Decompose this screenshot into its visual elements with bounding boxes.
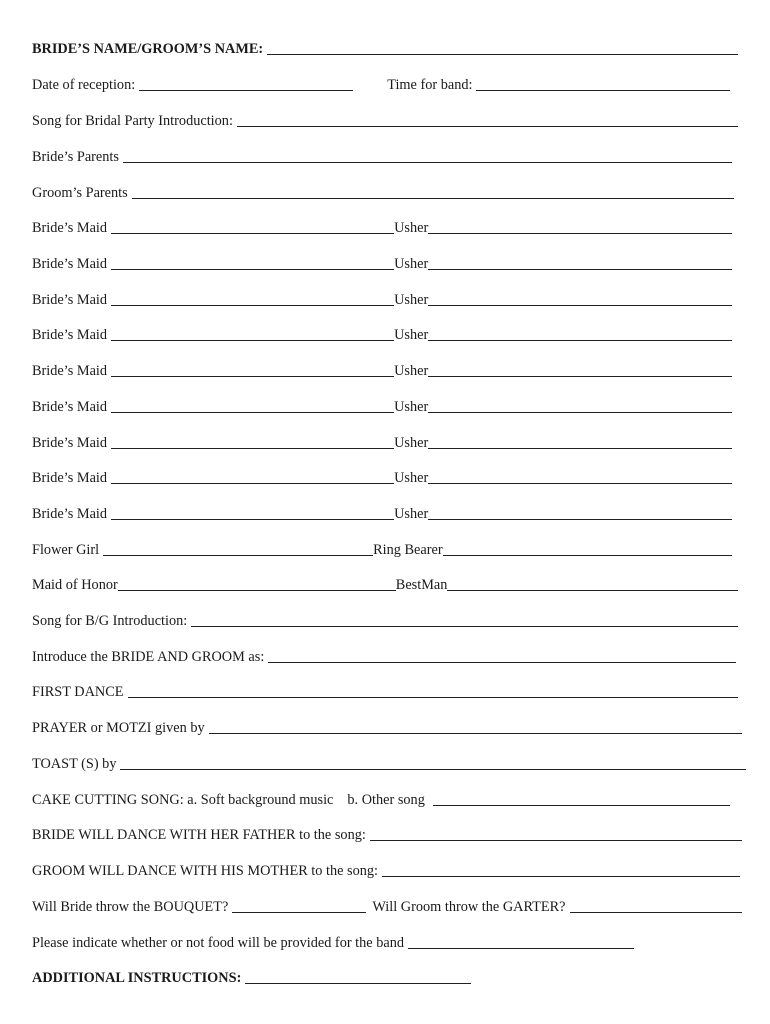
attendant-row [32, 251, 738, 273]
attendant-row [32, 322, 738, 344]
bridesmaid-label: Bride’s Maid [32, 327, 108, 344]
toast-field[interactable] [120, 769, 746, 770]
bridesmaid-label: Bride’s Maid [32, 398, 108, 415]
brides-parents-label: Bride’s Parents [32, 149, 119, 165]
attendant-row [32, 215, 738, 237]
prayer-row [32, 715, 738, 737]
bridesmaid-field[interactable] [111, 340, 394, 341]
groom-mother-label: GROOM WILL DANCE WITH HIS MOTHER to the song: [32, 863, 379, 879]
bridal-party-song-row [32, 108, 738, 130]
usher-label: Usher [394, 398, 429, 415]
band-time-label: Time for band: [387, 77, 473, 93]
attendant-row [32, 358, 738, 380]
bride-father-label: BRIDE WILL DANCE WITH HER FATHER to the song: [32, 827, 366, 843]
bouquet-label: Will Bride throw the BOUQUET? [32, 899, 229, 915]
attendant-row [32, 394, 738, 416]
attendant-row [32, 501, 738, 523]
flower-girl-row [32, 537, 738, 559]
bridesmaid-label: Bride’s Maid [32, 363, 108, 379]
cake-other-label: b. Other song [347, 792, 425, 808]
usher-field[interactable] [428, 233, 732, 234]
first-dance-row [32, 679, 738, 701]
bride-father-row [32, 822, 738, 844]
reception-date-field[interactable] [139, 90, 353, 91]
flower-girl-label: Flower Girl [32, 542, 100, 558]
toast-row [32, 751, 738, 773]
bridesmaid-field[interactable] [111, 448, 394, 449]
bridesmaid-field[interactable] [111, 376, 394, 377]
brides-parents-field[interactable] [123, 162, 732, 163]
bridesmaid-field[interactable] [111, 412, 394, 413]
food-field[interactable] [408, 948, 634, 949]
usher-label: Usher [394, 220, 429, 236]
usher-field[interactable] [428, 340, 732, 341]
bridal-party-song-field[interactable] [237, 126, 738, 127]
attendant-row [32, 430, 738, 452]
best-man-label: BestMan [395, 577, 448, 593]
usher-label: Usher [394, 291, 429, 308]
bridesmaid-label: Bride’s Maid [32, 255, 108, 272]
cake-label: CAKE CUTTING SONG: a. Soft background music [32, 792, 334, 808]
usher-field[interactable] [428, 519, 732, 520]
band-time-field[interactable] [476, 90, 730, 91]
bridal-party-song-label: Song for Bridal Party Introduction: [32, 113, 233, 129]
names-field[interactable] [267, 54, 738, 55]
bridesmaid-label: Bride’s Maid [32, 220, 108, 236]
usher-field[interactable] [428, 269, 732, 270]
introduce-field[interactable] [268, 662, 736, 663]
food-label: Please indicate whether or not food will be provided for the band [32, 935, 405, 951]
groom-mother-field[interactable] [382, 876, 740, 877]
usher-field[interactable] [428, 376, 732, 377]
reception-date-label: Date of reception: [32, 77, 136, 93]
bridesmaid-label: Bride’s Maid [32, 470, 108, 487]
bouquet-field[interactable] [232, 912, 366, 913]
bridesmaid-label: Bride’s Maid [32, 434, 108, 451]
maid-of-honor-field[interactable] [118, 590, 396, 591]
prayer-field[interactable] [209, 733, 742, 734]
ring-bearer-field[interactable] [443, 555, 732, 556]
usher-label: Usher [394, 506, 429, 522]
brides-parents-row [32, 144, 738, 166]
garter-field[interactable] [570, 912, 742, 913]
names-label: BRIDE’S NAME/GROOM’S NAME: [32, 41, 264, 57]
ring-bearer-label: Ring Bearer [373, 542, 443, 558]
food-row [32, 930, 738, 952]
bridesmaid-field[interactable] [111, 269, 394, 270]
additional-label: ADDITIONAL INSTRUCTIONS: [32, 970, 242, 986]
introduce-label: Introduce the BRIDE AND GROOM as: [32, 649, 265, 665]
names-row [32, 36, 738, 58]
bridesmaid-field[interactable] [111, 305, 394, 306]
cake-other-field[interactable] [433, 805, 730, 806]
usher-label: Usher [394, 255, 429, 272]
additional-row [32, 965, 738, 987]
first-dance-label: FIRST DANCE [32, 684, 124, 700]
garter-label: Will Groom throw the GARTER? [372, 899, 566, 915]
bridesmaid-label: Bride’s Maid [32, 506, 108, 522]
attendant-row [32, 465, 738, 487]
prayer-label: PRAYER or MOTZI given by [32, 720, 205, 736]
additional-field[interactable] [245, 983, 471, 984]
usher-field[interactable] [428, 448, 732, 449]
groom-mother-row [32, 858, 738, 880]
grooms-parents-row [32, 180, 738, 202]
usher-field[interactable] [428, 412, 732, 413]
toast-label: TOAST (S) by [32, 756, 117, 772]
introduce-row [32, 644, 738, 666]
bridesmaid-label: Bride’s Maid [32, 291, 108, 308]
usher-label: Usher [394, 434, 429, 451]
usher-label: Usher [394, 327, 429, 344]
throws-row [32, 894, 738, 916]
bg-song-label: Song for B/G Introduction: [32, 613, 188, 629]
attendant-row [32, 287, 738, 309]
bride-father-field[interactable] [370, 840, 742, 841]
cake-row [32, 787, 738, 809]
maid-of-honor-label: Maid of Honor [32, 577, 118, 593]
usher-label: Usher [394, 363, 429, 379]
best-man-field[interactable] [447, 590, 738, 591]
usher-field[interactable] [428, 305, 732, 306]
bridesmaid-field[interactable] [111, 233, 394, 234]
maid-of-honor-row [32, 572, 738, 594]
grooms-parents-label: Groom’s Parents [32, 185, 128, 201]
bridesmaid-field[interactable] [111, 483, 394, 484]
reception-row [32, 72, 738, 94]
first-dance-field[interactable] [128, 697, 739, 698]
bridesmaid-field[interactable] [111, 519, 394, 520]
grooms-parents-field[interactable] [132, 198, 734, 199]
bg-song-row [32, 608, 738, 630]
usher-label: Usher [394, 470, 429, 487]
flower-girl-field[interactable] [103, 555, 373, 556]
bg-song-field[interactable] [191, 626, 738, 627]
usher-field[interactable] [428, 483, 732, 484]
